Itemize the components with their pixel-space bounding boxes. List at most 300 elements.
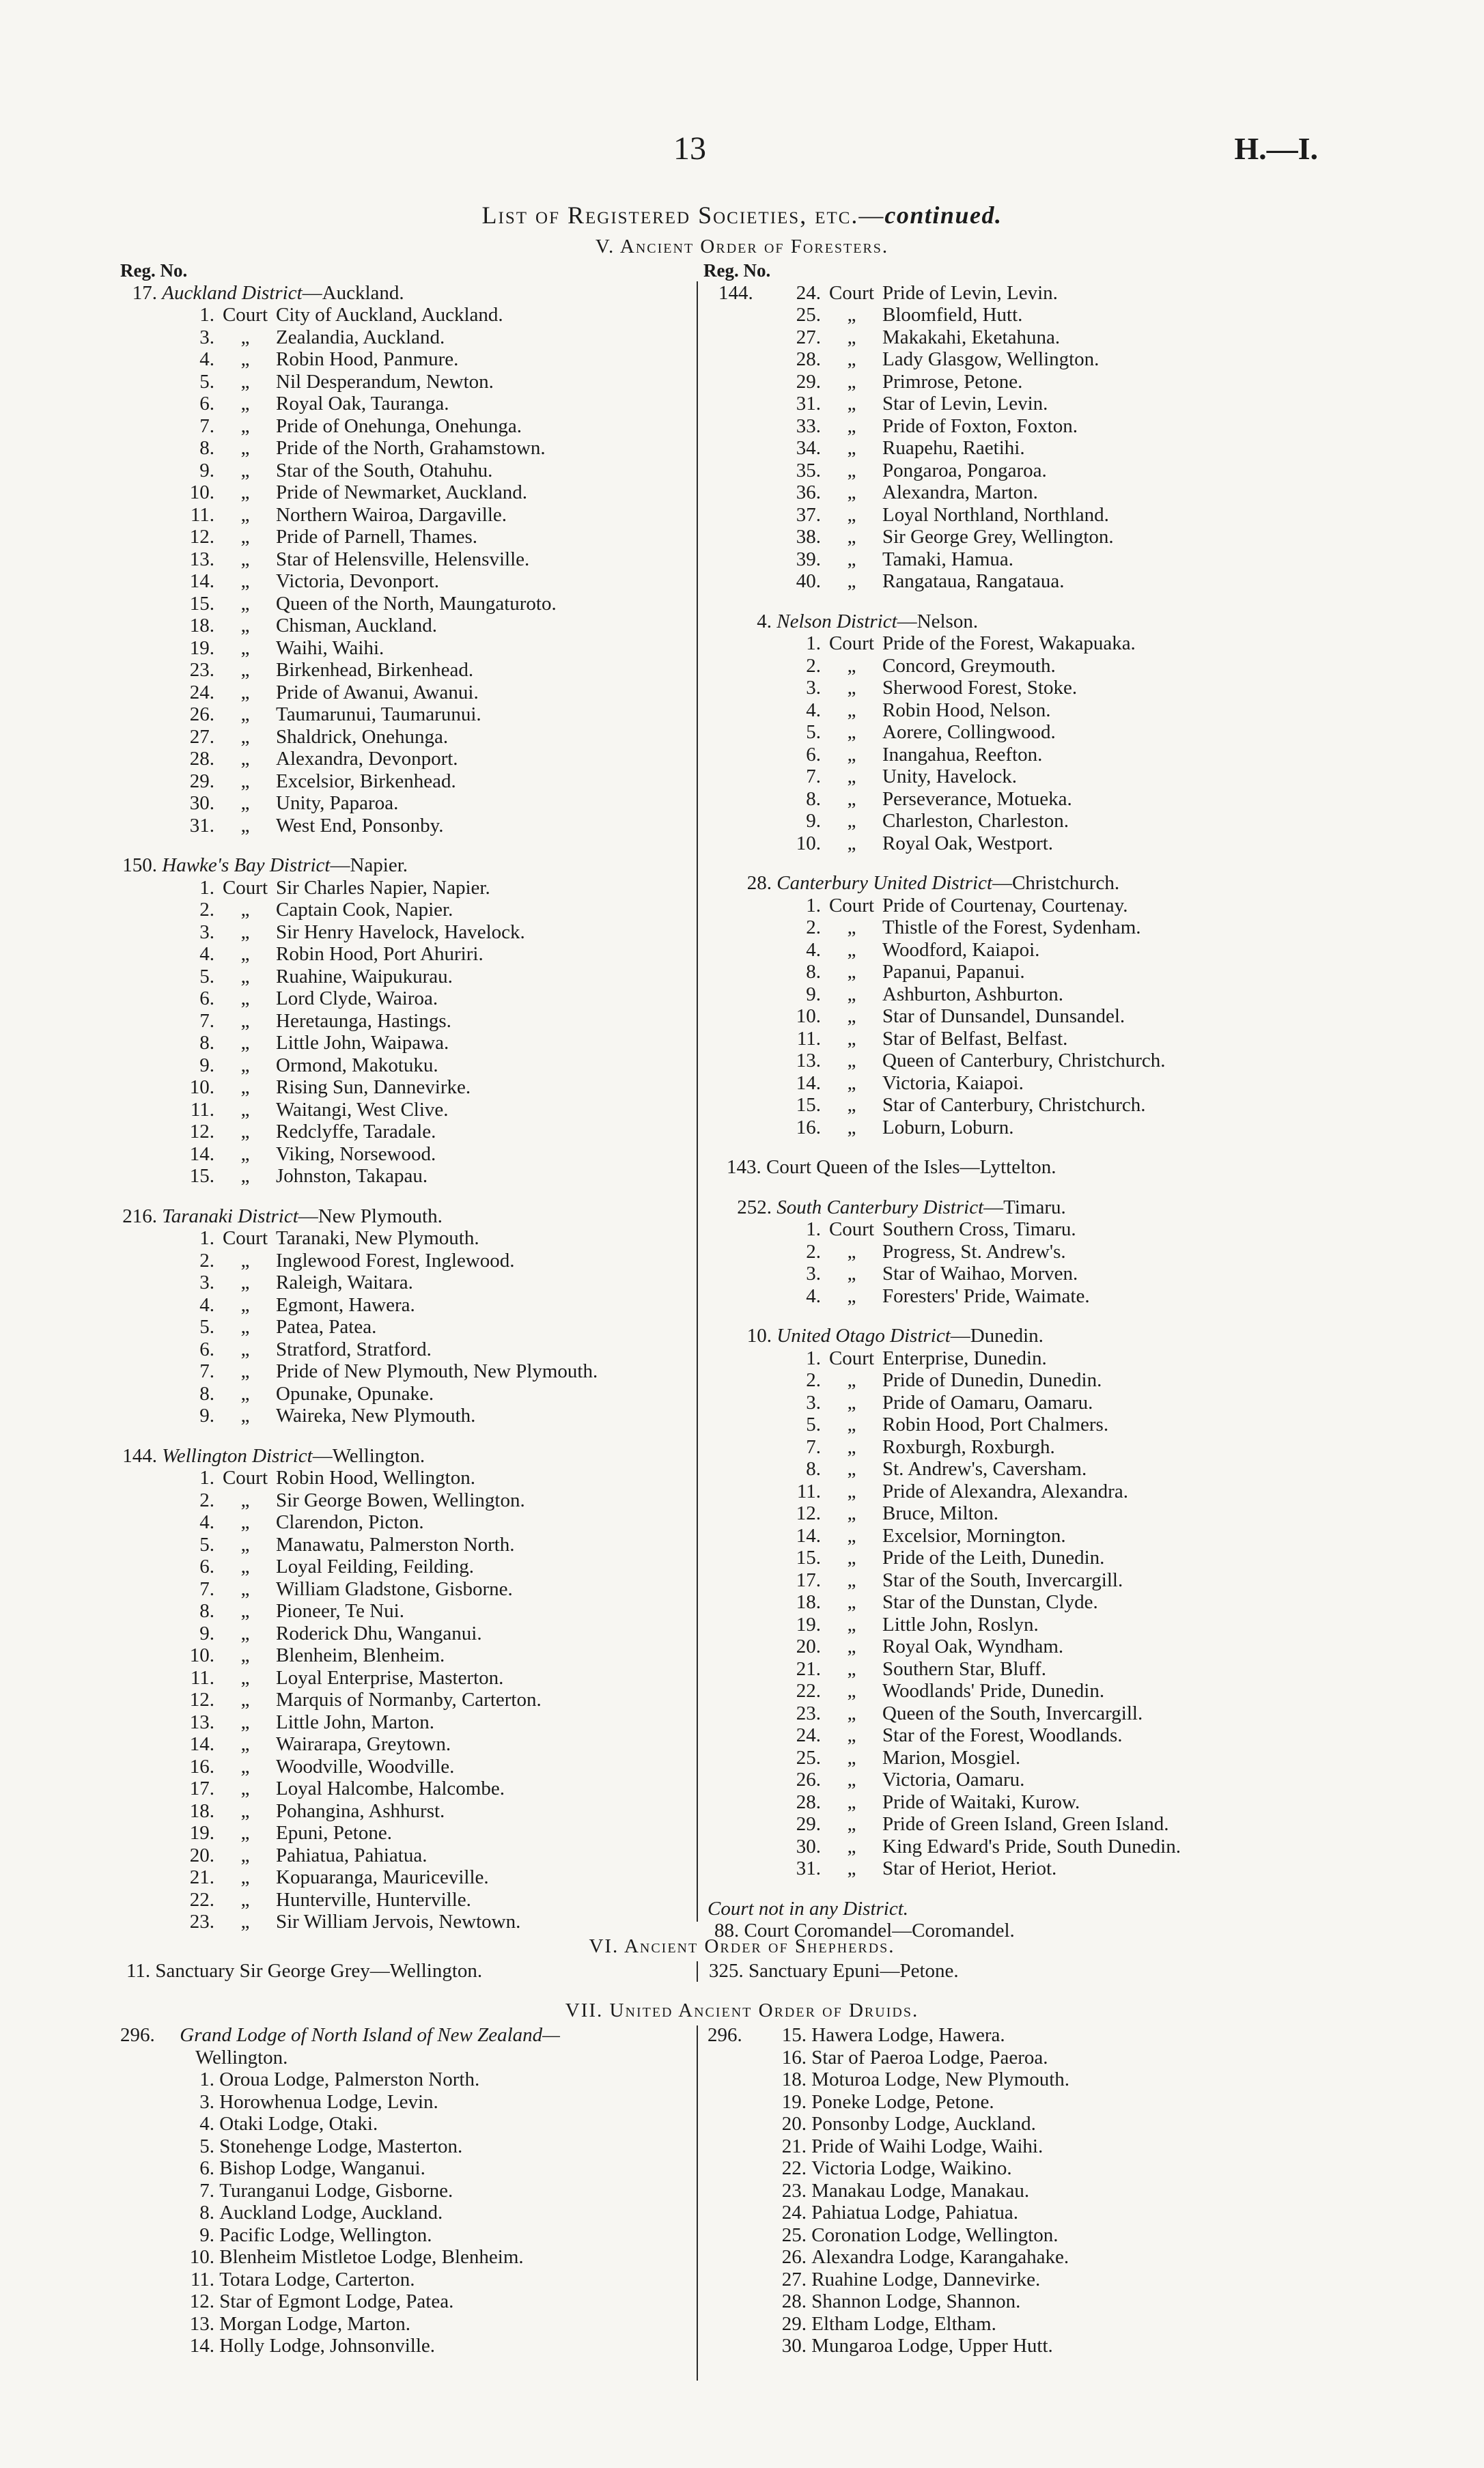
court-number: 38. (796, 526, 821, 548)
court-entry (120, 1711, 694, 1734)
court-name: Waireka, New Plymouth. (276, 1405, 476, 1427)
court-entry (703, 348, 1359, 371)
court-name: Victoria, Kaiapoi. (882, 1071, 1024, 1094)
court-name: Pongaroa, Pongaroa. (882, 459, 1047, 481)
court-name: Queen of the North, Maungaturoto. (276, 592, 557, 615)
court-entry (120, 1511, 694, 1534)
court-entry (703, 1769, 1359, 1791)
court-name: Star of Belfast, Belfast. (882, 1027, 1068, 1050)
court-entry (120, 437, 694, 460)
lodge-name: Otaki Lodge, Otaki. (219, 2113, 378, 2135)
ditto-mark: „ (847, 570, 856, 592)
court-name: Inglewood Forest, Inglewood. (276, 1249, 515, 1272)
district-reg-no: 144. (122, 1444, 157, 1467)
court-entry (703, 766, 1359, 788)
court-number: 22. (796, 1680, 821, 1702)
lodge-entry (708, 2135, 1322, 2158)
lodge-entry (120, 2069, 694, 2091)
ditto-mark: „ (847, 1702, 856, 1724)
court-entry (120, 659, 694, 682)
district-heading (703, 872, 1359, 895)
court-name: Ashburton, Ashburton. (882, 983, 1064, 1005)
court-number: 23. (189, 659, 214, 681)
druids-divider (697, 2025, 698, 2381)
ditto-mark: „ (240, 503, 250, 526)
court-number: 3. (199, 1272, 214, 1293)
court-number: 5. (806, 1414, 821, 1435)
court-entry (703, 1005, 1359, 1028)
lodge-name: Ruahine Lodge, Dannevirke. (811, 2268, 1041, 2290)
court-number: 13. (189, 548, 214, 570)
court-number: 14. (189, 570, 214, 592)
court-name: Excelsior, Mornington. (882, 1524, 1066, 1547)
lodge-name: Totara Lodge, Carterton. (219, 2268, 415, 2290)
court-number: 5. (806, 721, 821, 743)
court-number: 4. (806, 1285, 821, 1307)
district-heading (703, 1196, 1359, 1219)
district-name: South Canterbury District (776, 1196, 984, 1218)
lodge-name: Turanganui Lodge, Gisborne. (219, 2179, 453, 2202)
ditto-mark: „ (847, 1285, 856, 1307)
court-name: Robin Hood, Wellington. (276, 1467, 475, 1489)
court-name: Kopuaranga, Mauriceville. (276, 1866, 489, 1888)
court-name: Woodford, Kaiapoi. (882, 938, 1040, 961)
ditto-mark: „ (847, 1547, 856, 1569)
court-number: 29. (796, 370, 821, 393)
court-number: 18. (796, 1591, 821, 1613)
court-number: 31. (796, 1857, 821, 1879)
court-name: Rangataua, Rangataua. (882, 570, 1065, 592)
court-name: Star of Heriot, Heriot. (882, 1857, 1057, 1879)
ditto-mark: „ (240, 1844, 250, 1866)
court-name: Raleigh, Waitara. (276, 1272, 413, 1293)
ditto-mark: „ (847, 1369, 856, 1391)
lodge-number: 14. (189, 2335, 214, 2357)
title-prefix: List of Registered Societies, etc.— (481, 201, 885, 229)
court-name: Sir Henry Havelock, Havelock. (276, 921, 525, 943)
reg-no-label-right: Reg. No. (703, 260, 771, 281)
court-entry (703, 1263, 1359, 1285)
court-entry (120, 1272, 694, 1294)
ditto-mark: „ (240, 681, 250, 703)
reg-no-label: Reg. No. (120, 260, 188, 281)
court-entry (120, 1227, 694, 1250)
court-number: 8. (806, 787, 821, 810)
lodge-name: Mungaroa Lodge, Upper Hutt. (811, 2335, 1053, 2357)
ditto-mark: „ (847, 304, 856, 326)
court-name: Loyal Enterprise, Masterton. (276, 1666, 504, 1689)
lodge-number: 4. (199, 2113, 214, 2135)
court-name: Star of the Dunstan, Clyde. (882, 1591, 1098, 1613)
court-name: Bloomfield, Hutt. (882, 304, 1023, 326)
lodge-name: Pride of Waihi Lodge, Waihi. (811, 2135, 1044, 2157)
lodge-entry (120, 2224, 694, 2247)
court-number: 14. (189, 1142, 214, 1165)
court-entry (703, 1369, 1359, 1392)
court-number: 15. (796, 1094, 821, 1116)
court-entry (703, 699, 1359, 722)
court-word: Court (222, 876, 268, 899)
court-number: 4. (199, 943, 214, 965)
court-name: Sherwood Forest, Stoke. (882, 677, 1078, 699)
lodge-entry (120, 2246, 694, 2269)
court-word: Court (828, 1218, 875, 1240)
right-column (703, 260, 1359, 1942)
court-name: Woodville, Woodville. (276, 1755, 455, 1778)
court-name: Robin Hood, Port Ahuriri. (276, 943, 484, 965)
ditto-mark: „ (847, 743, 856, 766)
ditto-mark: „ (847, 721, 856, 743)
lodge-number: 20. (781, 2113, 807, 2135)
court-name: Manawatu, Palmerston North. (276, 1533, 515, 1556)
lodge-name: Stonehenge Lodge, Masterton. (219, 2135, 463, 2157)
court-number: 31. (796, 393, 821, 415)
lodge-name: Shannon Lodge, Shannon. (811, 2290, 1021, 2312)
court-name: Star of the South, Invercargill. (882, 1569, 1123, 1591)
court-number: 26. (189, 703, 214, 725)
court-number: 6. (199, 1556, 214, 1577)
court-number: 5. (199, 370, 214, 393)
district-town: —Christchurch. (992, 872, 1120, 894)
court-entry (120, 1911, 694, 1933)
court-name: Alexandra, Devonport. (276, 748, 458, 770)
court-word: Court (222, 1227, 268, 1249)
court-entry (703, 1414, 1359, 1436)
ditto-mark: „ (847, 1636, 856, 1657)
court-number: 4. (199, 348, 214, 370)
court-entry (120, 1121, 694, 1143)
court-number: 10. (796, 832, 821, 854)
lodge-entry (120, 2313, 694, 2336)
court-number: 7. (199, 415, 214, 437)
lodge-number: 26. (781, 2246, 807, 2268)
lodge-name: Ponsonby Lodge, Auckland. (811, 2113, 1036, 2135)
no-district-label: Court not in any District. (708, 1897, 909, 1920)
court-number: 24. (796, 281, 821, 304)
court-number: 28. (796, 1791, 821, 1813)
district-reg-no: 216. (122, 1205, 157, 1227)
court-number: 39. (796, 548, 821, 570)
lodge-name: Coronation Lodge, Wellington. (811, 2224, 1059, 2246)
court-number: 10. (796, 1005, 821, 1027)
court-entry (120, 1578, 694, 1601)
court-entry (120, 1032, 694, 1054)
court-name: Birkenhead, Birkenhead. (276, 659, 474, 681)
ditto-mark: „ (240, 659, 250, 681)
court-entry (120, 1165, 694, 1188)
court-number: 31. (189, 814, 214, 837)
district-name: Auckland District (162, 281, 303, 304)
court-number: 12. (189, 1121, 214, 1142)
court-entry (120, 1556, 694, 1578)
district-name: Wellington District (162, 1444, 313, 1467)
spacer (703, 1307, 1359, 1325)
court-entry (703, 1569, 1359, 1592)
court-entry (120, 1360, 694, 1383)
court-name: Rising Sun, Dannevirke. (276, 1076, 471, 1098)
court-name: Ormond, Makotuku. (276, 1054, 438, 1076)
ditto-mark: „ (240, 965, 250, 987)
ditto-mark: „ (240, 792, 250, 814)
court-entry (703, 1813, 1359, 1836)
court-name: Zealandia, Auckland. (276, 326, 445, 348)
court-name: Pride of Green Island, Green Island. (882, 1813, 1169, 1835)
court-entry (120, 637, 694, 660)
ditto-mark: „ (240, 1644, 250, 1666)
court-number: 30. (189, 792, 214, 814)
ditto-mark: „ (240, 770, 250, 792)
ditto-mark: „ (847, 832, 856, 854)
court-entry (120, 770, 694, 793)
court-entry (703, 526, 1359, 548)
district-heading (120, 282, 694, 305)
ditto-mark: „ (847, 1724, 856, 1746)
court-name: Queen of the South, Invercargill. (882, 1702, 1143, 1724)
ditto-mark: „ (847, 1027, 856, 1050)
court-number: 19. (189, 1822, 214, 1844)
court-entry (703, 393, 1359, 415)
court-number: 26. (796, 1769, 821, 1791)
ditto-mark: „ (240, 615, 250, 636)
druids-grand-lodge: 296. Grand Lodge of North Island of New Zealand— (120, 2024, 560, 2046)
ditto-mark: „ (240, 987, 250, 1009)
ditto-mark: „ (240, 1142, 250, 1165)
court-entry (703, 1094, 1359, 1117)
court-entry (120, 1845, 694, 1867)
court-entry (120, 1383, 694, 1405)
court-number: 2. (806, 654, 821, 677)
court-entry (703, 916, 1359, 939)
ditto-mark: „ (847, 481, 856, 503)
lodge-name: Holly Lodge, Johnsonville. (219, 2335, 436, 2357)
court-number: 3. (806, 677, 821, 699)
court-entry (120, 877, 694, 899)
court-entry (120, 615, 694, 637)
court-entry (120, 1054, 694, 1077)
court-name: Clarendon, Picton. (276, 1511, 424, 1533)
ditto-mark: „ (847, 938, 856, 961)
court-name: William Gladstone, Gisborne. (276, 1577, 513, 1600)
court-name: Makakahi, Eketahuna. (882, 326, 1061, 348)
ditto-mark: „ (847, 1524, 856, 1547)
lodge-entry (708, 2313, 1322, 2336)
court-number: 5. (199, 1316, 214, 1338)
court-number: 1. (199, 1467, 214, 1489)
court-entry (703, 1117, 1359, 1139)
lodge-name: Pahiatua Lodge, Pahiatua. (811, 2202, 1019, 2224)
court-number: 14. (796, 1524, 821, 1547)
court-name: Star of Helensville, Helensville. (276, 548, 530, 570)
court-number: 3. (806, 1263, 821, 1285)
court-entry (120, 371, 694, 393)
ditto-mark: „ (847, 1569, 856, 1591)
spacer (703, 1138, 1359, 1156)
ditto-mark: „ (240, 943, 250, 965)
right-district-list (703, 611, 1359, 1157)
court-number: 9. (199, 1405, 214, 1427)
ditto-mark: „ (240, 1249, 250, 1272)
page-title (0, 201, 1484, 229)
page-number: 13 (673, 130, 706, 167)
ditto-mark: „ (240, 1600, 250, 1622)
court-number: 8. (806, 961, 821, 983)
court-entry (120, 682, 694, 704)
ditto-mark: „ (240, 459, 250, 481)
lodge-name: Manakau Lodge, Manakau. (811, 2179, 1030, 2202)
lodge-number: 5. (199, 2135, 214, 2157)
court-number: 28. (796, 348, 821, 370)
court-number: 6. (199, 393, 214, 415)
ditto-mark: „ (240, 1666, 250, 1689)
court-number: 4. (199, 1511, 214, 1533)
court-number: 2. (199, 1489, 214, 1511)
ditto-mark: „ (847, 1414, 856, 1435)
court-number: 2. (806, 1240, 821, 1263)
court-number: 11. (190, 1666, 214, 1689)
court-entry (703, 1591, 1359, 1614)
court-name: St. Andrew's, Caversham. (882, 1458, 1087, 1480)
court-entry (120, 1250, 694, 1272)
court-number: 10. (189, 481, 214, 503)
court-name: Marquis of Normanby, Carterton. (276, 1689, 542, 1711)
district-town: —Nelson. (897, 610, 979, 632)
court-name: Southern Cross, Timaru. (882, 1218, 1076, 1240)
court-name: Star of the South, Otahuhu. (276, 459, 493, 481)
court-number: 33. (796, 415, 821, 437)
lodge-entry (708, 2269, 1322, 2291)
court-name: Inangahua, Reefton. (882, 743, 1043, 766)
court-entry (703, 1458, 1359, 1481)
lodge-entry (120, 2113, 694, 2135)
court-number: 2. (806, 1369, 821, 1391)
ditto-mark: „ (847, 1094, 856, 1116)
court-number: 1. (806, 632, 821, 654)
ditto-mark: „ (240, 1755, 250, 1778)
court-number: 24. (796, 1724, 821, 1746)
court-name: Enterprise, Dunedin. (882, 1347, 1047, 1369)
court-name: Pride of Alexandra, Alexandra. (882, 1480, 1128, 1502)
court-name: Johnston, Takapau. (276, 1165, 428, 1187)
court-number: 9. (806, 983, 821, 1005)
lodge-name: Blenheim Mistletoe Lodge, Blenheim. (219, 2246, 524, 2268)
ditto-mark: „ (847, 787, 856, 810)
court-entry (703, 961, 1359, 983)
court-number: 5. (199, 1533, 214, 1556)
court-entry (703, 415, 1359, 438)
ditto-mark: „ (847, 1502, 856, 1524)
court-entry (120, 748, 694, 770)
court-number: 2. (199, 1249, 214, 1272)
ditto-mark: „ (240, 1405, 250, 1427)
lodge-entry (708, 2024, 1322, 2047)
ditto-mark: „ (847, 1746, 856, 1769)
court-entry (703, 1218, 1359, 1241)
ditto-mark: „ (847, 393, 856, 415)
court-entry (120, 1294, 694, 1317)
court-number: 4. (199, 1293, 214, 1316)
ditto-mark: „ (240, 1293, 250, 1316)
court-name: Blenheim, Blenheim. (276, 1644, 445, 1666)
court-name: Papanui, Papanui. (882, 961, 1025, 983)
court-name: Unity, Havelock. (882, 766, 1018, 787)
lodge-number: 11. (190, 2268, 214, 2290)
court-entry (703, 632, 1359, 655)
no-district-entry: 88. Court Coromandel—Coromandel. (714, 1920, 1015, 1941)
court-number: 20. (189, 1844, 214, 1866)
court-entry (120, 593, 694, 615)
court-number: 8. (806, 1458, 821, 1480)
title-suffix: continued. (884, 201, 1003, 229)
district-reg-no: 4. (757, 610, 772, 632)
court-number: 36. (796, 481, 821, 503)
court-number: 3. (806, 1391, 821, 1414)
lodge-number: 3. (199, 2090, 214, 2113)
court-entry (703, 304, 1359, 326)
court-entry (120, 326, 694, 349)
lodge-name: Horowhenua Lodge, Levin. (219, 2090, 438, 2113)
court-entry (703, 326, 1359, 349)
lodge-entry (120, 2202, 694, 2224)
ditto-mark: „ (240, 1533, 250, 1556)
court-name: Taranaki, New Plymouth. (276, 1227, 479, 1249)
district-town: —New Plymouth. (298, 1205, 443, 1227)
court-name: Unity, Paparoa. (276, 792, 399, 814)
court-name: Pride of the Leith, Dunedin. (882, 1547, 1105, 1569)
lodge-number: 15. (781, 2024, 807, 2046)
court-number: 7. (199, 1009, 214, 1032)
druids-right (708, 2024, 1322, 2357)
court-name: Loburn, Loburn. (882, 1116, 1014, 1138)
lodge-name: Moturoa Lodge, New Plymouth. (811, 2069, 1070, 2090)
court-name: Primrose, Petone. (882, 370, 1023, 393)
ditto-mark: „ (240, 748, 250, 770)
court-name: Royal Oak, Tauranga. (276, 393, 449, 415)
court-number: 17. (796, 1569, 821, 1591)
ditto-mark: „ (240, 1382, 250, 1405)
court-name: Perseverance, Motueka. (882, 787, 1072, 810)
court-entry (703, 1547, 1359, 1569)
court-number: 9. (199, 1054, 214, 1076)
lodge-number: 12. (189, 2290, 214, 2312)
ditto-mark: „ (240, 1272, 250, 1293)
ditto-mark: „ (240, 1009, 250, 1032)
court-entry (120, 921, 694, 944)
lodge-entry (708, 2224, 1322, 2247)
court-name: Ruahine, Waipukurau. (276, 965, 453, 987)
court-entry (703, 832, 1359, 855)
court-number: 7. (806, 1435, 821, 1458)
court-number: 28. (189, 748, 214, 770)
court-name: Robin Hood, Panmure. (276, 348, 459, 370)
lodge-entry (120, 2180, 694, 2202)
court-name: Pride of Awanui, Awanui. (276, 681, 479, 703)
ditto-mark: „ (240, 570, 250, 592)
court-entry (703, 1747, 1359, 1769)
lodge-number: 1. (199, 2069, 214, 2090)
court-name: Sir William Jervois, Newtown. (276, 1911, 521, 1933)
court-entry (120, 460, 694, 482)
court-entry (120, 504, 694, 527)
court-entry (703, 1050, 1359, 1072)
ditto-mark: „ (847, 1791, 856, 1813)
court-entry (120, 1600, 694, 1623)
court-number: 29. (796, 1813, 821, 1835)
court-entry (120, 1866, 694, 1889)
court-entry (703, 1636, 1359, 1658)
court-entry (703, 282, 1359, 305)
court-number: 9. (199, 1622, 214, 1644)
ditto-mark: „ (847, 699, 856, 721)
